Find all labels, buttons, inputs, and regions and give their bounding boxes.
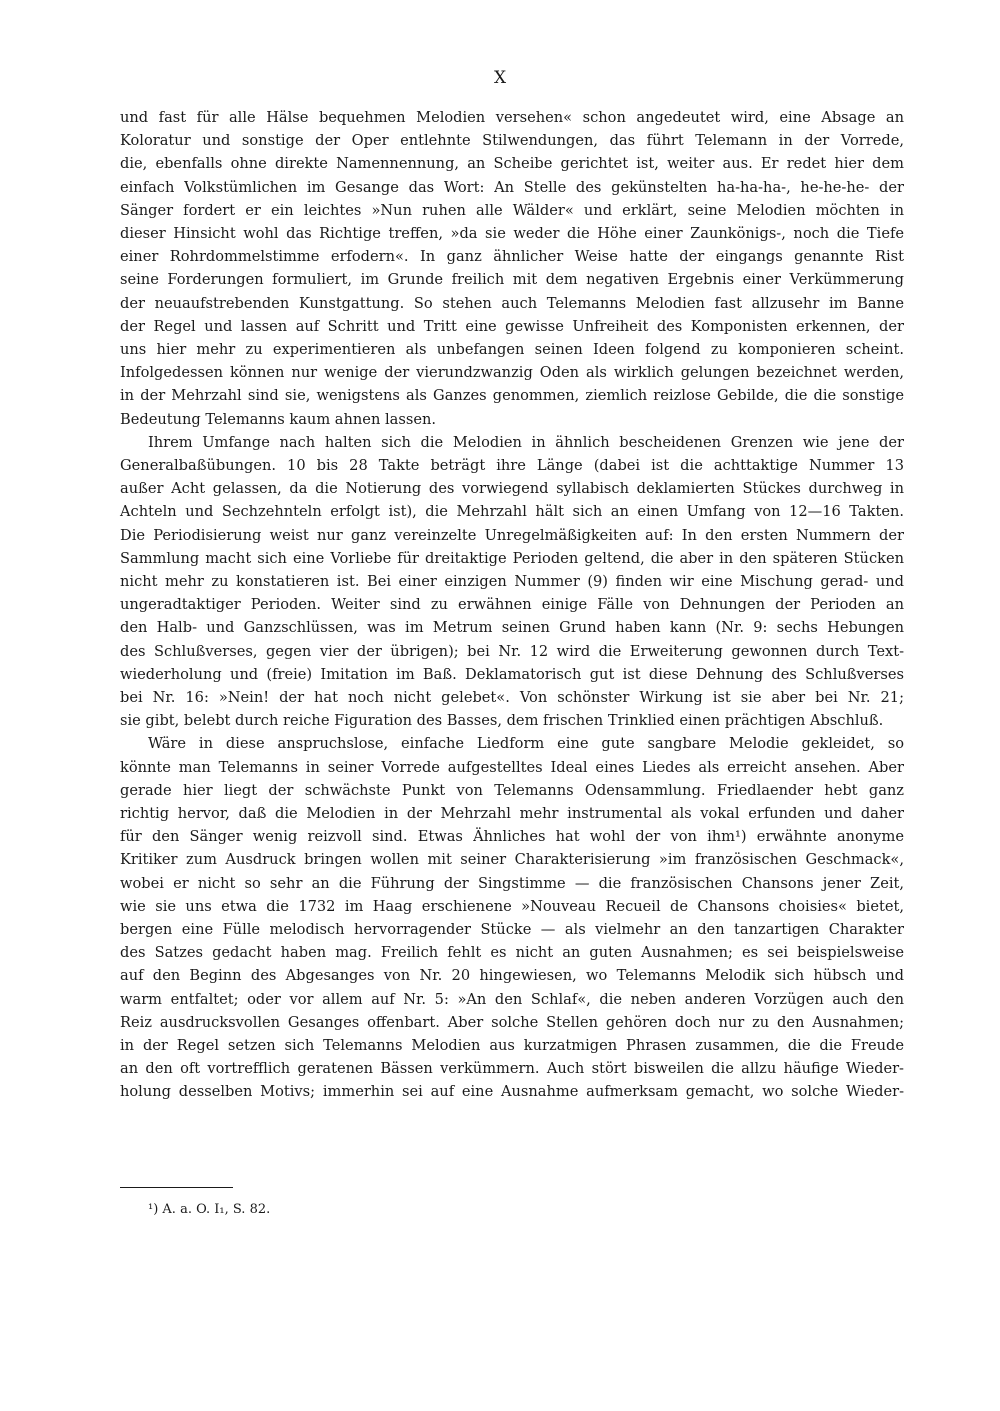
text-line: Bedeutung Telemanns kaum ahnen lassen. (120, 410, 437, 428)
text-line: Sänger fordert er ein leichtes »Nun ruhen alle Wälder« und erklärt, seine Melodien möchten in (120, 201, 904, 219)
text-line: sie gibt, belebt durch reiche Figuration des Basses, dem frischen Trinklied einen prächtigen Abschluß. (120, 712, 884, 730)
text-line: in der Mehrzahl sind sie, wenigstens als Ganzes genommen, ziemlich reizlose Gebilde, die die sonstige (120, 387, 904, 405)
text-line: holung desselben Motivs; immerhin sei auf eine Ausnahme aufmerksam gemacht, wo solche Wieder- (120, 1083, 904, 1101)
text-line: wie sie uns etwa die 1732 im Haag erschienene »Nouveau Recueil de Chansons choisies« bietet, (120, 897, 904, 915)
text-line: Generalbaßübungen. 10 bis 28 Takte beträgt ihre Länge (dabei ist die achttaktige Nummer 13 (120, 457, 904, 474)
text-line: Achteln und Sechzehnteln erfolgt ist), die Mehrzahl hält sich an einen Umfang von 12—16 Takten. (120, 503, 904, 521)
text-line: wobei er nicht so sehr an die Führung der Singstimme — die französischen Chansons jener Zeit, (120, 874, 904, 892)
text-line: bergen eine Fülle melodisch hervorragender Stücke — als vielmehr an den tanzartigen Charakter (120, 921, 904, 938)
text-line: für den Sänger wenig reizvoll sind. Etwas Ähnliches hat wohl der von ihm¹) erwähnte anonyme (120, 828, 904, 846)
text-line: einer Rohrdommelstimme erfodern«. In ganz ähnlicher Weise hatte der eingangs genannte Rist (120, 248, 904, 266)
text-line: und fast für alle Hälse bequehmen Melodien versehen« schon angedeutet wird, eine Absage an (120, 109, 904, 126)
text-line: bei Nr. 16: »Nein! der hat noch nicht gelebet«. Von schönster Wirkung ist sie aber bei Nr. 21; (120, 689, 904, 706)
text-line: Infolgedessen können nur wenige der vierundzwanzig Oden als wirklich gelungen bezeichnet werden, (120, 364, 904, 382)
text-line: auf den Beginn des Abgesanges von Nr. 20 hingewiesen, wo Telemanns Melodik sich hübsch und (120, 967, 904, 985)
text-line: seine Forderungen formuliert, im Grunde freilich mit dem negativen Ergebnis einer Verkümmerung (120, 271, 904, 289)
footnote-rule (120, 1187, 233, 1188)
text-line: könnte man Telemanns in seiner Vorrede aufgestelltes Ideal eines Liedes als erreicht ansehen. Aber (120, 758, 904, 776)
text-line: der neuaufstrebenden Kunstgattung. So stehen auch Telemanns Melodien fast allzusehr im Banne (120, 294, 904, 312)
text-line: den Halb- und Ganzschlüssen, was im Metrum seinen Grund haben kann (Nr. 9: sechs Hebungen (120, 619, 904, 637)
text-line: Die Periodisierung weist nur ganz vereinzelte Unregelmäßigkeiten auf: In den ersten Nummern der (120, 526, 904, 544)
footnote: ¹) A. a. O. I₁, S. 82. (148, 1202, 271, 1217)
text-line: richtig hervor, daß die Melodien in der Mehrzahl mehr instrumental als vokal erfunden und daher (120, 805, 904, 822)
text-line: ungeradtaktiger Perioden. Weiter sind zu erwähnen einige Fälle von Dehnungen der Perioden an (120, 596, 904, 614)
text-line: gerade hier liegt der schwächste Punkt von Telemanns Odensammlung. Friedlaender hebt ganz (120, 781, 904, 799)
page-number: X (493, 68, 507, 88)
text-line: des Satzes gedacht haben mag. Freilich fehlt es nicht an guten Ausnahmen; es sei beispielsweise (120, 944, 904, 962)
text-line: einfach Volkstümlichen im Gesange das Wort: An Stelle des gekünstelten ha-ha-ha-, he-he-he- der (120, 178, 904, 196)
text-line: dieser Hinsicht wohl das Richtige treffen, »da sie weder die Höhe einer Zaunkönigs-, noch die Tiefe (120, 225, 904, 242)
text-line: Wäre in diese anspruchslose, einfache Liedform eine gute sangbare Melodie gekleidet, so (148, 735, 904, 753)
text-line: warm entfaltet; oder vor allem auf Nr. 5: »An den Schlaf«, die neben anderen Vorzügen auch den (120, 990, 904, 1008)
text-line: wiederholung und (freie) Imitation im Baß. Deklamatorisch gut ist diese Dehnung des Schlußverses (120, 665, 904, 683)
text-line: uns hier mehr zu experimentieren als unbefangen seinen Ideen folgend zu komponieren scheint. (120, 341, 904, 358)
text-line: die, ebenfalls ohne direkte Namennennung, an Scheibe gerichtet ist, weiter aus. Er redet hier dem (120, 155, 904, 173)
text-line: Kritiker zum Ausdruck bringen wollen mit seiner Charakterisierung »im französischen Geschmack«, (120, 851, 904, 869)
text-line: Sammlung macht sich eine Vorliebe für dreitaktige Perioden geltend, die aber in den späteren Stücken (120, 549, 904, 567)
text-line: Reiz ausdrucksvollen Gesanges offenbart. Aber solche Stellen gehören doch nur zu den Ausnahmen; (120, 1013, 904, 1031)
text-line: Ihrem Umfange nach halten sich die Melodien in ähnlich bescheidenen Grenzen wie jene der (148, 433, 904, 451)
text-line: nicht mehr zu konstatieren ist. Bei einer einzigen Nummer (9) finden wir eine Mischung gerad- und (120, 573, 904, 590)
text-line: des Schlußverses, gegen vier der übrigen); bei Nr. 12 wird die Erweiterung gewonnen durch Text- (120, 642, 904, 660)
text-line: der Regel und lassen auf Schritt und Tritt eine gewisse Unfreiheit des Komponisten erkennen, der (120, 317, 904, 335)
text-line: Koloratur und sonstige der Oper entlehnte Stilwendungen, das führt Telemann in der Vorrede, (120, 132, 904, 150)
text-line: in der Regel setzen sich Telemanns Melodien aus kurzatmigen Phrasen zusammen, die die Freude (120, 1037, 904, 1054)
text-line: an den oft vortrefflich geratenen Bässen verkümmern. Auch stört bisweilen die allzu häufige Wieder- (120, 1060, 904, 1078)
text-line: außer Acht gelassen, da die Notierung des vorwiegend syllabisch deklamierten Stückes durchweg in (120, 480, 904, 498)
